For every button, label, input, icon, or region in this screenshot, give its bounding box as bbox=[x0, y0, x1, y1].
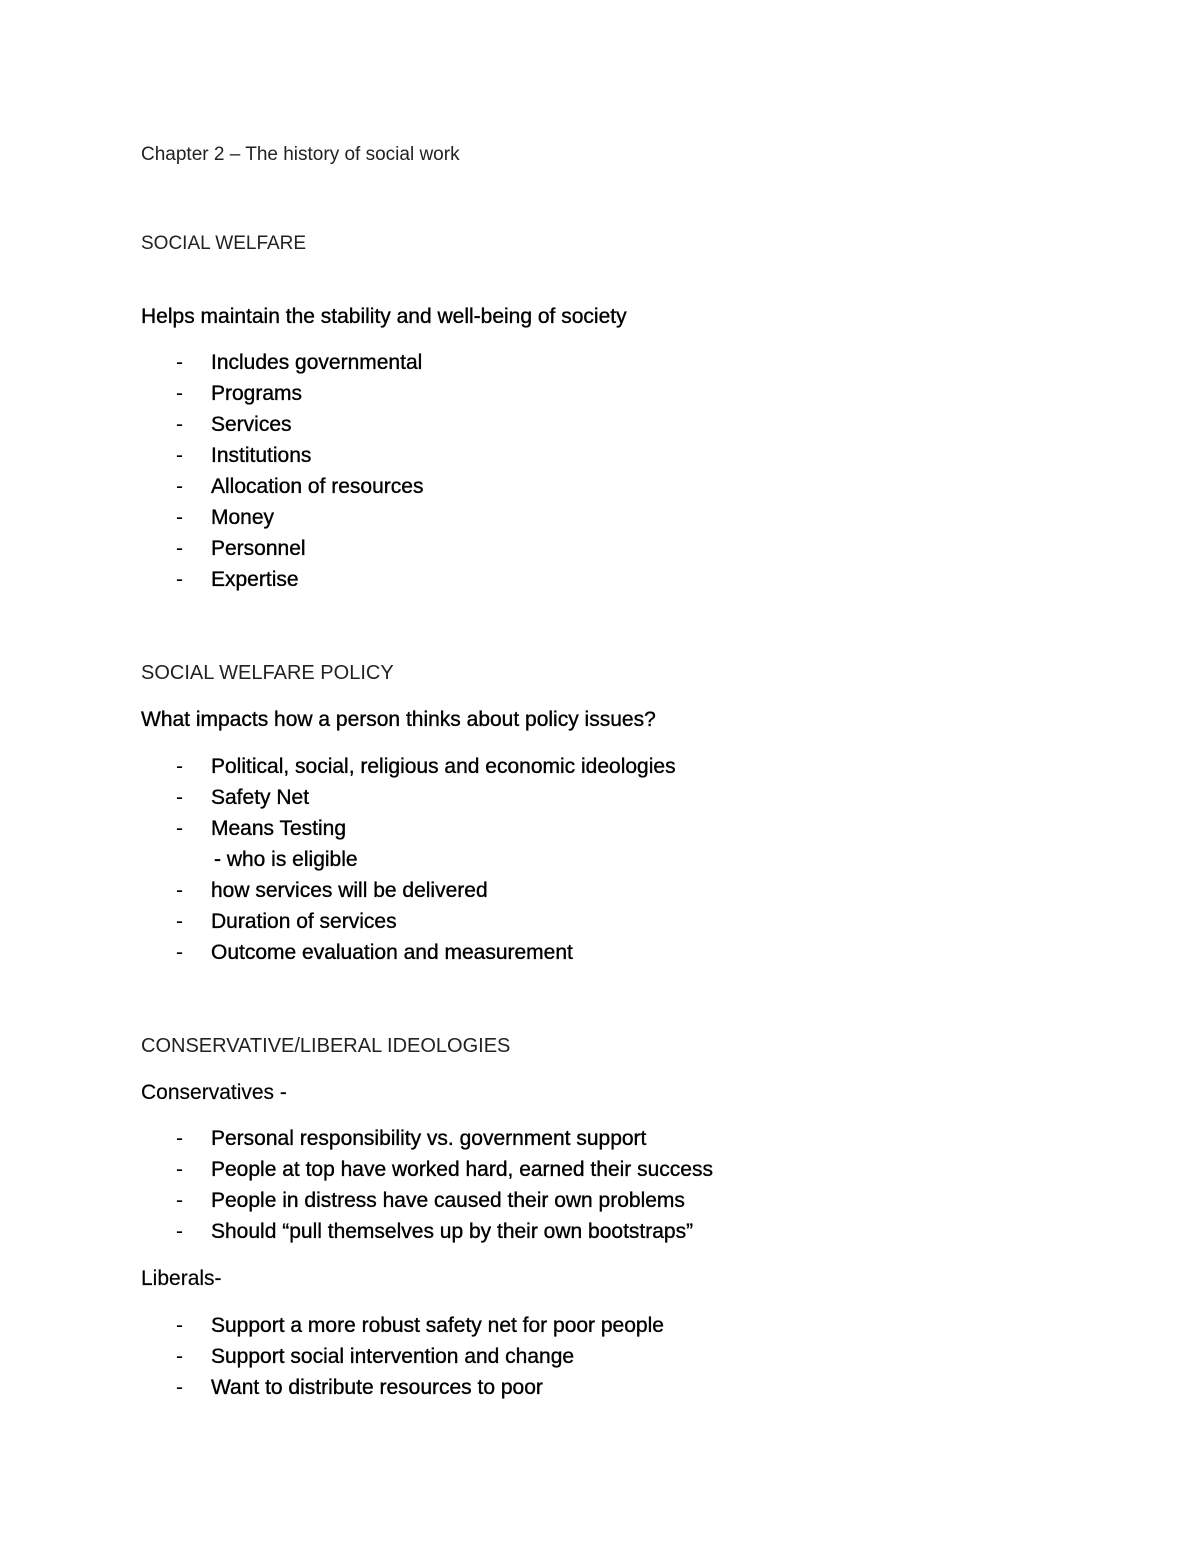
sub-list-item: - who is eligible bbox=[214, 848, 358, 871]
list-item: Should “pull themselves up by their own bootstraps” bbox=[211, 1220, 694, 1243]
list-item: Duration of services bbox=[211, 910, 397, 933]
bullet-marker: - bbox=[176, 1345, 183, 1368]
list-item: Personal responsibility vs. government support bbox=[211, 1127, 647, 1150]
bullet-marker: - bbox=[176, 413, 183, 436]
bullet-marker: - bbox=[176, 1189, 183, 1212]
list-item: Outcome evaluation and measurement bbox=[211, 941, 573, 964]
list-item: Support social intervention and change bbox=[211, 1345, 575, 1368]
section-heading-ideologies: CONSERVATIVE/LIBERAL IDEOLOGIES bbox=[141, 1035, 511, 1057]
bullet-marker: - bbox=[176, 351, 183, 374]
section-intro-social-welfare: Helps maintain the stability and well-being of society bbox=[141, 305, 627, 328]
list-item: Support a more robust safety net for poor people bbox=[211, 1314, 664, 1337]
list-item: People at top have worked hard, earned their success bbox=[211, 1158, 713, 1181]
bullet-marker: - bbox=[176, 1314, 183, 1337]
section-heading-social-welfare-policy: SOCIAL WELFARE POLICY bbox=[141, 662, 394, 684]
bullet-marker: - bbox=[176, 1376, 183, 1399]
list-item: Personnel bbox=[211, 537, 306, 560]
bullet-marker: - bbox=[176, 382, 183, 405]
bullet-marker: - bbox=[176, 941, 183, 964]
list-item: Expertise bbox=[211, 568, 299, 591]
list-item: Means Testing bbox=[211, 817, 347, 840]
bullet-marker: - bbox=[176, 1127, 183, 1150]
chapter-title: Chapter 2 – The history of social work bbox=[141, 144, 460, 165]
group-label-liberals: Liberals- bbox=[141, 1267, 222, 1290]
bullet-marker: - bbox=[176, 444, 183, 467]
list-item: Political, social, religious and economic ideologies bbox=[211, 755, 676, 778]
bullet-marker: - bbox=[176, 817, 183, 840]
list-item: Safety Net bbox=[211, 786, 310, 809]
bullet-marker: - bbox=[176, 568, 183, 591]
bullet-marker: - bbox=[176, 755, 183, 778]
list-item: Services bbox=[211, 413, 292, 436]
bullet-marker: - bbox=[176, 537, 183, 560]
list-item: Programs bbox=[211, 382, 303, 405]
list-item: Want to distribute resources to poor bbox=[211, 1376, 543, 1399]
bullet-marker: - bbox=[176, 506, 183, 529]
list-item: People in distress have caused their own problems bbox=[211, 1189, 685, 1212]
list-item: Institutions bbox=[211, 444, 312, 467]
group-label-conservatives: Conservatives - bbox=[141, 1081, 287, 1104]
bullet-marker: - bbox=[176, 1220, 183, 1243]
list-item: Includes governmental bbox=[211, 351, 423, 374]
bullet-marker: - bbox=[176, 475, 183, 498]
bullet-marker: - bbox=[176, 1158, 183, 1181]
section-heading-social-welfare: SOCIAL WELFARE bbox=[141, 233, 307, 254]
bullet-marker: - bbox=[176, 879, 183, 902]
list-item: Money bbox=[211, 506, 275, 529]
bullet-marker: - bbox=[176, 786, 183, 809]
list-item: Allocation of resources bbox=[211, 475, 424, 498]
section-intro-social-welfare-policy: What impacts how a person thinks about policy issues? bbox=[141, 708, 656, 731]
bullet-marker: - bbox=[176, 910, 183, 933]
list-item: how services will be delivered bbox=[211, 879, 488, 902]
